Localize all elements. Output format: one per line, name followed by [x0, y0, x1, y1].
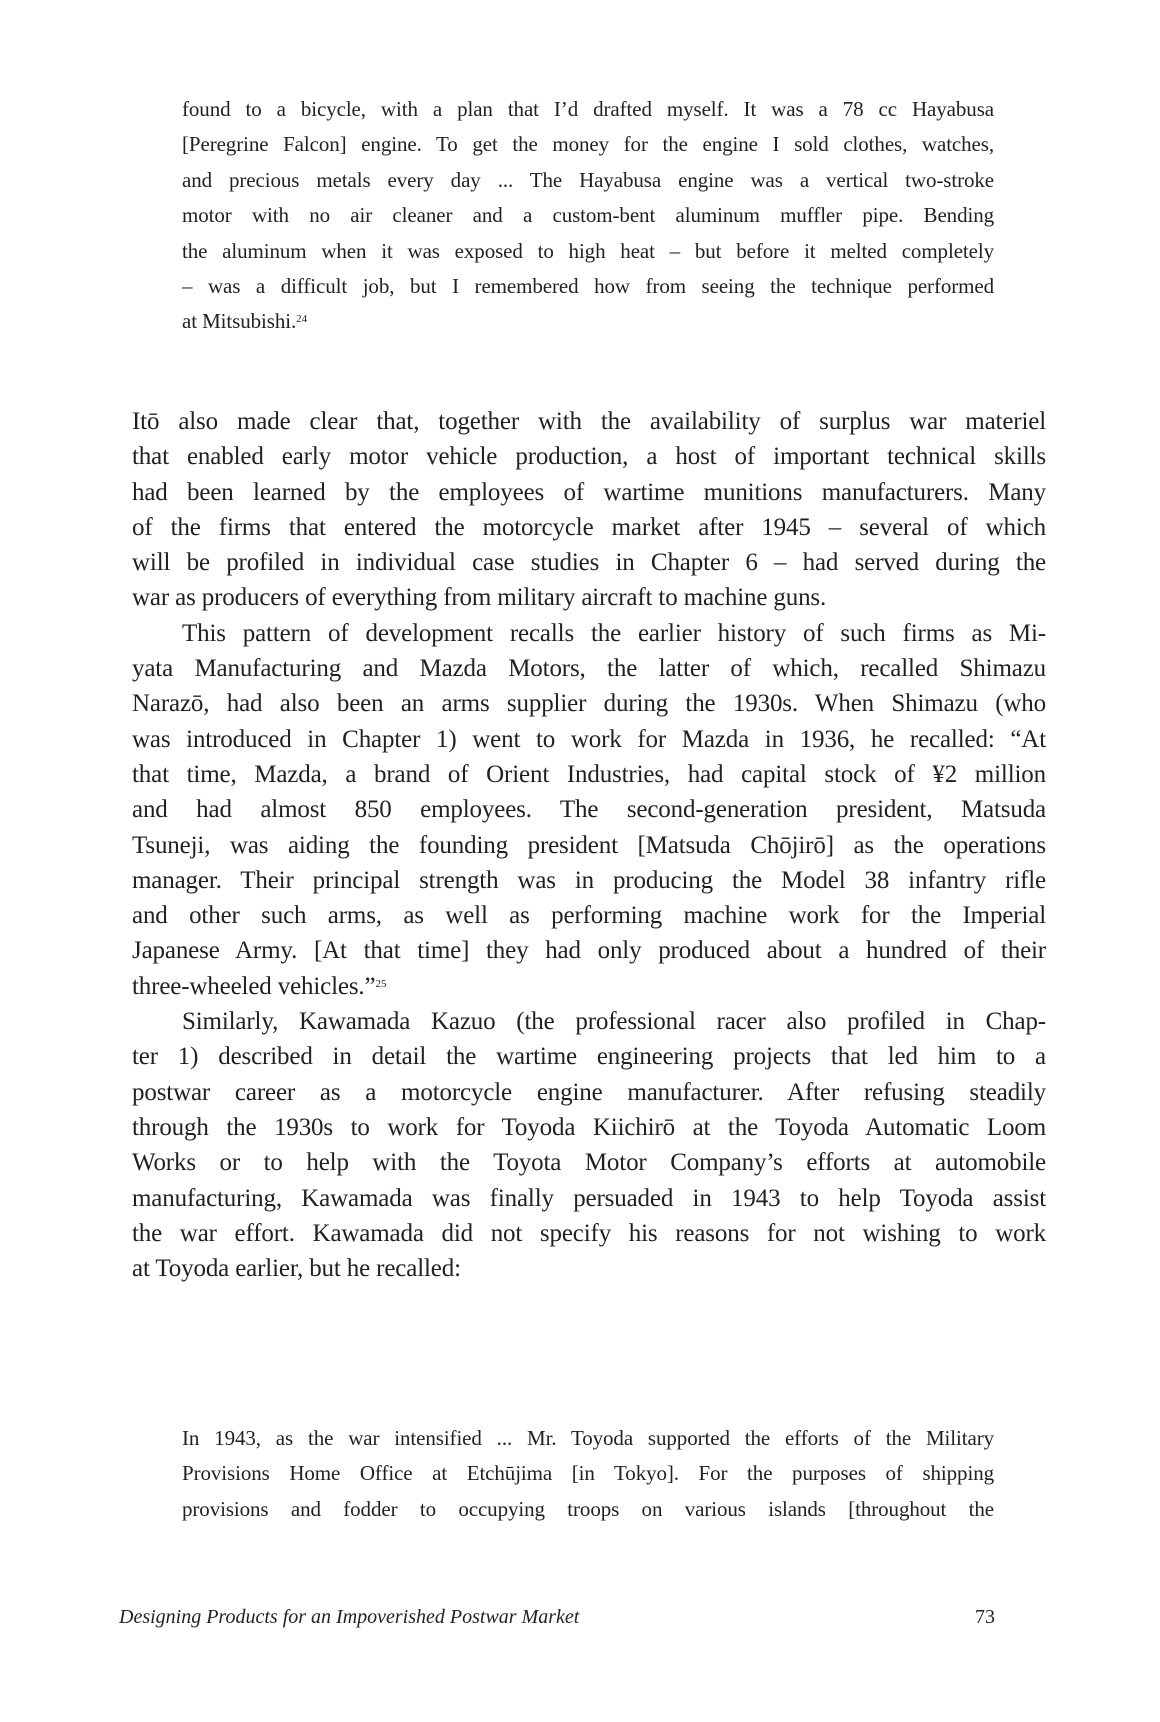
paragraph-2-line: Narazō, had also been an arms supplier during the 1930s. When Shimazu (who — [132, 690, 1046, 718]
paragraph-1-line: that enabled early motor vehicle production, a host of important technical skills — [132, 443, 1046, 471]
paragraph-2-line: This pattern of development recalls the earlier history of such firms as Mi- — [182, 619, 1046, 647]
paragraph-1-line: will be profiled in individual case studies in Chapter 6 – had served during the — [132, 549, 1046, 577]
footnote-marker-25: 25 — [375, 977, 387, 990]
paragraph-3-line: ter 1) described in detail the wartime engineering projects that led him to a — [132, 1043, 1046, 1071]
block-quote-toyoda — [182, 1421, 994, 1527]
quote-line: In 1943, as the war intensified ... Mr. Toyoda supported the efforts of the Military — [182, 1426, 994, 1450]
paragraph-2-line: was introduced in Chapter 1) went to work for Mazda in 1936, he recalled: “At — [132, 725, 1046, 753]
paragraph-3-line: through the 1930s to work for Toyoda Kiichirō at the Toyoda Automatic Loom — [132, 1113, 1046, 1141]
paragraph-1-line: Itō also made clear that, together with the availability of surplus war materiel — [132, 408, 1046, 435]
block-quote-hayabusa — [182, 92, 994, 340]
paragraph-1-line: of the firms that entered the motorcycle market after 1945 – several of which — [132, 513, 1046, 541]
paragraph-3-line: manufacturing, Kawamada was finally persuaded in 1943 to help Toyoda assist — [132, 1184, 1046, 1212]
paragraph-2-line: yata Manufacturing and Mazda Motors, the latter of which, recalled Shimazu — [132, 655, 1046, 683]
paragraph-1-line: had been learned by the employees of wartime munitions manufacturers. Many — [132, 478, 1046, 506]
quote-line: found to a bicycle, with a plan that I’d drafted myself. It was a 78 cc Hayabusa — [182, 97, 994, 121]
paragraph-2-line: Japanese Army. [At that time] they had only produced about a hundred of their — [132, 937, 1046, 965]
quote-line: the aluminum when it was exposed to high heat – but before it melted completely — [182, 238, 994, 263]
quote-line-text: at Mitsubishi. — [182, 309, 297, 334]
quote-line: – was a difficult job, but I remembered how from seeing the technique performed — [182, 274, 994, 299]
paragraph-2-line: that time, Mazda, a brand of Orient Industries, had capital stock of ¥2 million — [132, 760, 1046, 788]
page-number: 73 — [975, 1606, 995, 1628]
paragraph-3-line: postwar career as a motorcycle engine manufacturer. After refusing steadily — [132, 1078, 1046, 1106]
paragraph-3-line: Similarly, Kawamada Kazuo (the professional racer also profiled in Chap- — [182, 1008, 1046, 1036]
footnote-marker-24: 24 — [296, 313, 308, 326]
page-footer — [119, 1606, 995, 1629]
paragraph-2-line: and had almost 850 employees. The second-generation president, Matsuda — [132, 796, 1046, 824]
paragraph-2-line: manager. Their principal strength was in producing the Model 38 infantry rifle — [132, 866, 1046, 894]
paragraph-2-line: Tsuneji, was aiding the founding president [Matsuda Chōjirō] as the operations — [132, 831, 1046, 859]
body-text — [132, 404, 1046, 1286]
paragraph-3-line: Works or to help with the Toyota Motor Company’s efforts at automobile — [132, 1149, 1046, 1177]
paragraph-1-line: war as producers of everything from military aircraft to machine guns. — [132, 584, 827, 612]
quote-line: and precious metals every day ... The Hayabusa engine was a vertical two-stroke — [182, 167, 994, 192]
paragraph-3-line: at Toyoda earlier, but he recalled: — [132, 1255, 461, 1283]
quote-line: Provisions Home Office at Etchūjima [in Tokyo]. For the purposes of shipping — [182, 1461, 994, 1486]
quote-line: [Peregrine Falcon] engine. To get the money for the engine I sold clothes, watches, — [182, 132, 994, 157]
paragraph-2-line-last — [132, 969, 1046, 1004]
quote-line: motor with no air cleaner and a custom-bent aluminum muffler pipe. Bending — [182, 203, 994, 228]
quote-line: provisions and fodder to occupying troops on various islands [throughout the — [182, 1496, 994, 1521]
running-title: Designing Products for an Impoverished Postwar Market — [119, 1606, 580, 1628]
quote-line-last — [182, 304, 994, 339]
paragraph-2-line: and other such arms, as well as performing machine work for the Imperial — [132, 902, 1046, 930]
paragraph-3-line: the war effort. Kawamada did not specify his reasons for not wishing to work — [132, 1219, 1046, 1247]
paragraph-2-line-text: three-wheeled vehicles.” — [132, 972, 376, 1000]
